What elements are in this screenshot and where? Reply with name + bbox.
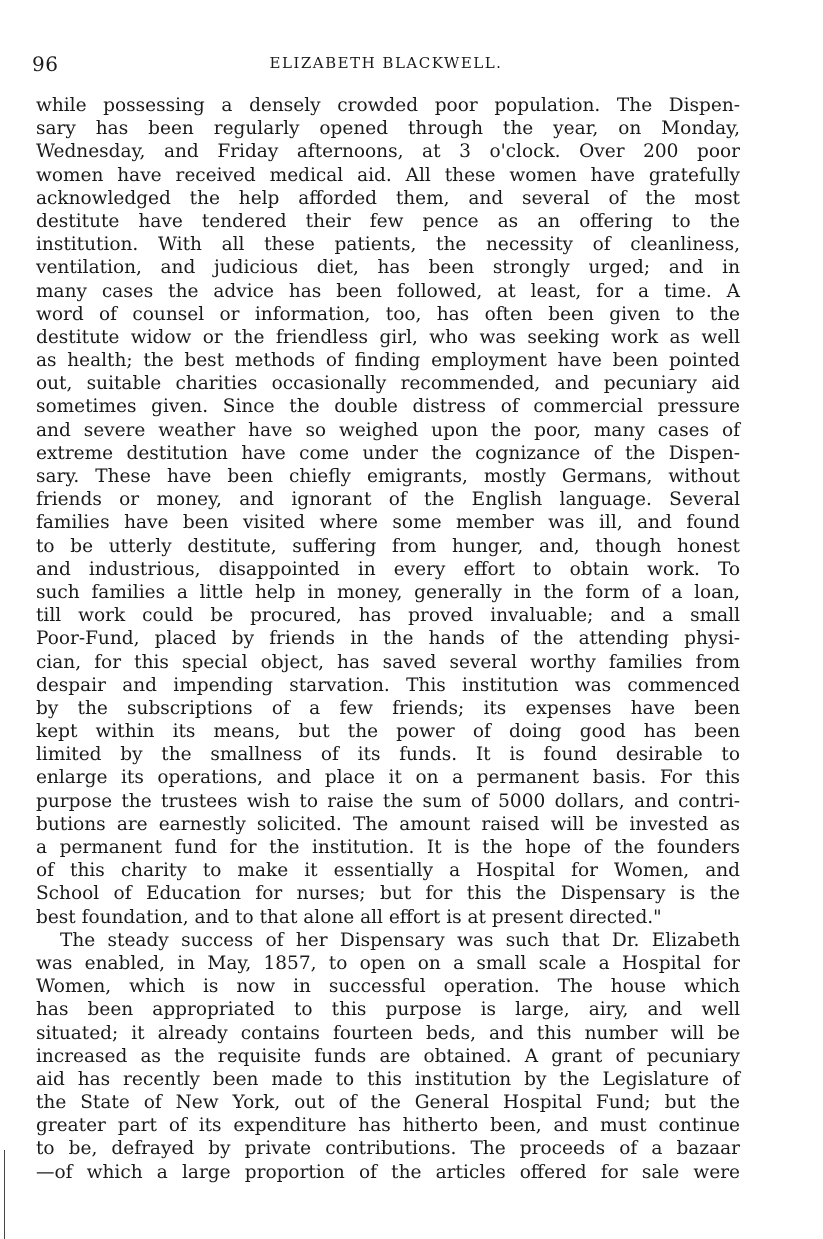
text-line: aid has recently been made to this institution by the Legislature of: [36, 1068, 740, 1090]
text-line: enlarge its operations, and place it on a permanent basis. For this: [36, 767, 740, 789]
text-line: to be, defrayed by private contributions. The proceeds of a bazaar: [36, 1138, 740, 1160]
text-line: till work could be procured, has proved invaluable; and a small: [36, 605, 740, 627]
text-line: sary has been regularly opened through the year, on Monday,: [36, 118, 740, 140]
text-line: as health; the best methods of finding employment have been pointed: [36, 350, 740, 372]
text-line: School of Education for nurses; but for this the Dispensary is the: [36, 883, 740, 905]
text-line: destitute widow or the friendless girl, who was seeking work as well: [36, 326, 740, 348]
text-line: while possessing a densely crowded poor population. The Dispen-: [36, 95, 740, 116]
text-line: of this charity to make it essentially a Hospital for Women, and: [36, 860, 740, 882]
text-line: institution. With all these patients, the necessity of cleanliness,: [36, 234, 740, 256]
text-line: cian, for this special object, has saved several worthy families from: [36, 651, 740, 673]
text-line: sometimes given. Since the double distress of commercial pressure: [36, 396, 740, 418]
text-line: was enabled, in May, 1857, to open on a small scale a Hospital for: [36, 952, 740, 974]
text-line: word of counsel or information, too, has often been given to the: [36, 303, 740, 325]
text-line: acknowledged the help afforded them, and several of the most: [36, 187, 740, 209]
text-line: has been appropriated to this purpose is large, airy, and well: [36, 999, 740, 1021]
text-line: purpose the trustees wish to raise the sum of 5000 dollars, and contri-: [36, 790, 740, 812]
text-line: the State of New York, out of the General Hospital Fund; but the: [36, 1092, 740, 1114]
page-number: 96: [32, 52, 59, 76]
text-line: and industrious, disappointed in every effort to obtain work. To: [36, 558, 740, 580]
text-line: women have received medical aid. All these women have gratefully: [36, 164, 740, 186]
text-line: extreme destitution have come under the cognizance of the Dispen-: [36, 442, 740, 464]
margin-rule: [4, 1150, 5, 1239]
text-line: Wednesday, and Friday afternoons, at 3 o'clock. Over 200 poor: [36, 141, 740, 163]
text-line: Poor-Fund, placed by friends in the hands of the attending physi-: [36, 628, 740, 650]
text-line: situated; it already contains fourteen beds, and this number will be: [36, 1022, 740, 1044]
text-line: families have been visited where some member was ill, and found: [36, 512, 740, 534]
text-line: best foundation, and to that alone all effort is at present directed.": [36, 906, 662, 928]
text-line: and severe weather have so weighed upon the poor, many cases of: [36, 419, 740, 441]
page-header: [32, 52, 740, 80]
text-line: such families a little help in money, generally in the form of a loan,: [36, 581, 740, 603]
text-line: The steady success of her Dispensary was such that Dr. Elizabeth: [60, 929, 740, 951]
text-line: kept within its means, but the power of doing good has been: [36, 721, 740, 743]
text-line: a permanent fund for the institution. It is the hope of the founders: [36, 837, 740, 858]
text-line: to be utterly destitute, suffering from hunger, and, though honest: [36, 535, 740, 557]
text-line: Women, which is now in successful operation. The house which: [36, 976, 740, 998]
text-line: out, suitable charities occasionally recommended, and pecuniary aid: [36, 373, 740, 395]
text-line: despair and impending starvation. This institution was commenced: [36, 674, 740, 696]
text-line: by the subscriptions of a few friends; its expenses have been: [36, 697, 740, 719]
text-line: greater part of its expenditure has hitherto been, and must continue: [36, 1115, 740, 1137]
text-line: —of which a large proportion of the articles offered for sale were: [36, 1161, 740, 1183]
text-line: many cases the advice has been followed, at least, for a time. A: [36, 280, 740, 302]
text-line: friends or money, and ignorant of the English language. Several: [36, 489, 740, 511]
text-line: increased as the requisite funds are obtained. A grant of pecuniary: [36, 1045, 740, 1067]
text-line: destitute have tendered their few pence as an offering to the: [36, 210, 740, 232]
text-line: sary. These have been chiefly emigrants, mostly Germans, without: [36, 466, 740, 487]
text-line: ventilation, and judicious diet, has been strongly urged; and in: [36, 257, 740, 279]
running-head: ELIZABETH BLACKWELL.: [269, 54, 503, 72]
text-line: butions are earnestly solicited. The amount raised will be invested as: [36, 813, 740, 835]
body-text: [36, 94, 740, 1184]
text-line: limited by the smallness of its funds. It is found desirable to: [36, 744, 740, 766]
